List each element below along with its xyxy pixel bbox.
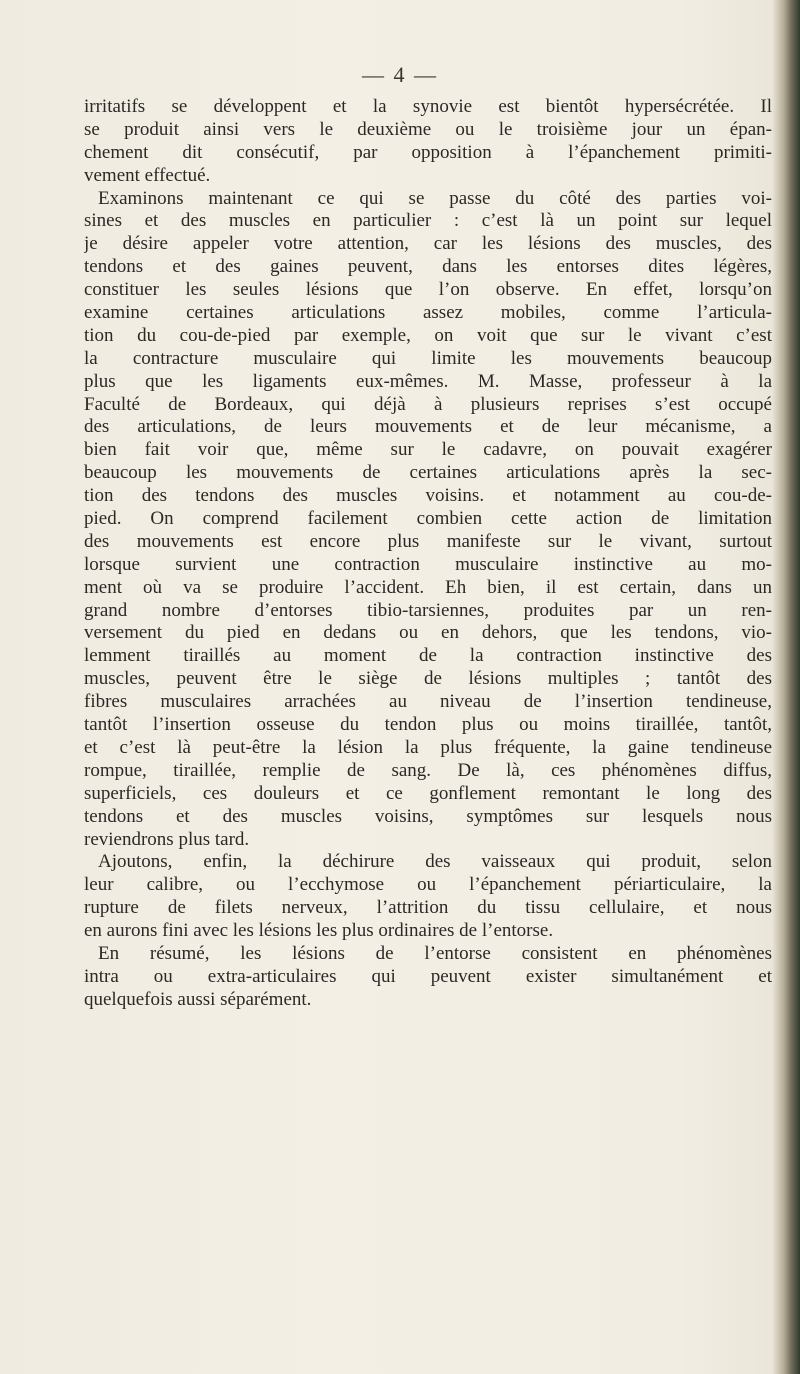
text-line: quelquefois aussi séparément. [84,988,312,1010]
text-line: des mouvements est encore plus manifeste sur le vivant, surtout [84,530,772,552]
text-line: vement effectué. [84,164,211,186]
text-line: ment où va se produire l’accident. Eh bien, il est certain, dans un [84,576,772,598]
text-line: Faculté de Bordeaux, qui déjà à plusieurs reprises s’est occupé [84,393,772,415]
text-line: fibres musculaires arrachées au niveau de l’insertion tendineuse, [84,691,772,713]
text-line: muscles, peuvent être le siège de lésions multiples ; tantôt des [84,668,772,690]
text-line: pied. On comprend facilement combien cette action de limitation [84,508,772,530]
text-line: tendons et des gaines peuvent, dans les entorses dites légères, [84,256,772,278]
text-line: reviendrons plus tard. [84,828,250,850]
text-line: En résumé, les lésions de l’entorse consistent en phénomènes [98,942,772,964]
text-line: beaucoup les mouvements de certaines articulations après la sec- [84,462,772,484]
text-line: constituer les seules lésions que l’on observe. En effet, lorsqu’on [84,279,772,301]
text-line: tion du cou-de-pied par exemple, on voit que sur le vivant c’est [84,324,772,346]
text-line: grand nombre d’entorses tibio-tarsiennes, produites par un ren- [84,599,772,621]
text-line: rupture de filets nerveux, l’attrition du tissu cellulaire, et nous [84,897,772,919]
body-text [84,96,772,1012]
text-line: et c’est là peut-être la lésion la plus fréquente, la gaine tendineuse [84,736,772,758]
text-line: Examinons maintenant ce qui se passe du côté des parties voi- [98,187,772,209]
page-number: — 4 — [362,62,438,87]
page-binding-edge [772,0,800,1374]
text-line: Ajoutons, enfin, la déchirure des vaisseaux qui produit, selon [98,851,772,873]
text-line: des articulations, de leurs mouvements et de leur mécanisme, a [84,416,772,438]
text-line: tantôt l’insertion osseuse du tendon plus ou moins tiraillée, tantôt, [84,714,772,736]
text-line: je désire appeler votre attention, car les lésions des muscles, des [84,233,772,255]
text-line: lorsque survient une contraction musculaire instinctive au mo- [84,553,772,575]
text-line: bien fait voir que, même sur le cadavre, on pouvait exagérer [84,439,772,461]
text-line: la contracture musculaire qui limite les mouvements beaucoup [84,347,772,369]
text-line: irritatifs se développent et la synovie est bientôt hypersécrétée. Il [84,96,772,117]
text-line: en aurons fini avec les lésions les plus ordinaires de l’entorse. [84,920,554,942]
text-line: lemment tiraillés au moment de la contraction instinctive des [84,645,772,667]
text-line: sines et des muscles en particulier : c’est là un point sur lequel [84,210,772,232]
text-line: versement du pied en dedans ou en dehors, que les tendons, vio- [84,622,772,644]
text-line: intra ou extra-articulaires qui peuvent exister simultanément et [84,965,772,987]
text-line: rompue, tiraillée, remplie de sang. De là, ces phénomènes diffus, [84,759,772,781]
text-line: plus que les ligaments eux-mêmes. M. Masse, professeur à la [84,370,772,392]
text-line: examine certaines articulations assez mobiles, comme l’articula- [84,302,772,324]
text-line: chement dit consécutif, par opposition à l’épanchement primiti- [84,141,772,163]
text-line: tion des tendons des muscles voisins. et notamment au cou-de- [84,485,772,507]
text-line: leur calibre, ou l’ecchymose ou l’épanchement périarticulaire, la [84,874,772,896]
text-line: superficiels, ces douleurs et ce gonflement remontant le long des [84,782,772,804]
text-line: se produit ainsi vers le deuxième ou le troisième jour un épan- [84,118,772,140]
text-line: tendons et des muscles voisins, symptômes sur lesquels nous [84,805,772,827]
